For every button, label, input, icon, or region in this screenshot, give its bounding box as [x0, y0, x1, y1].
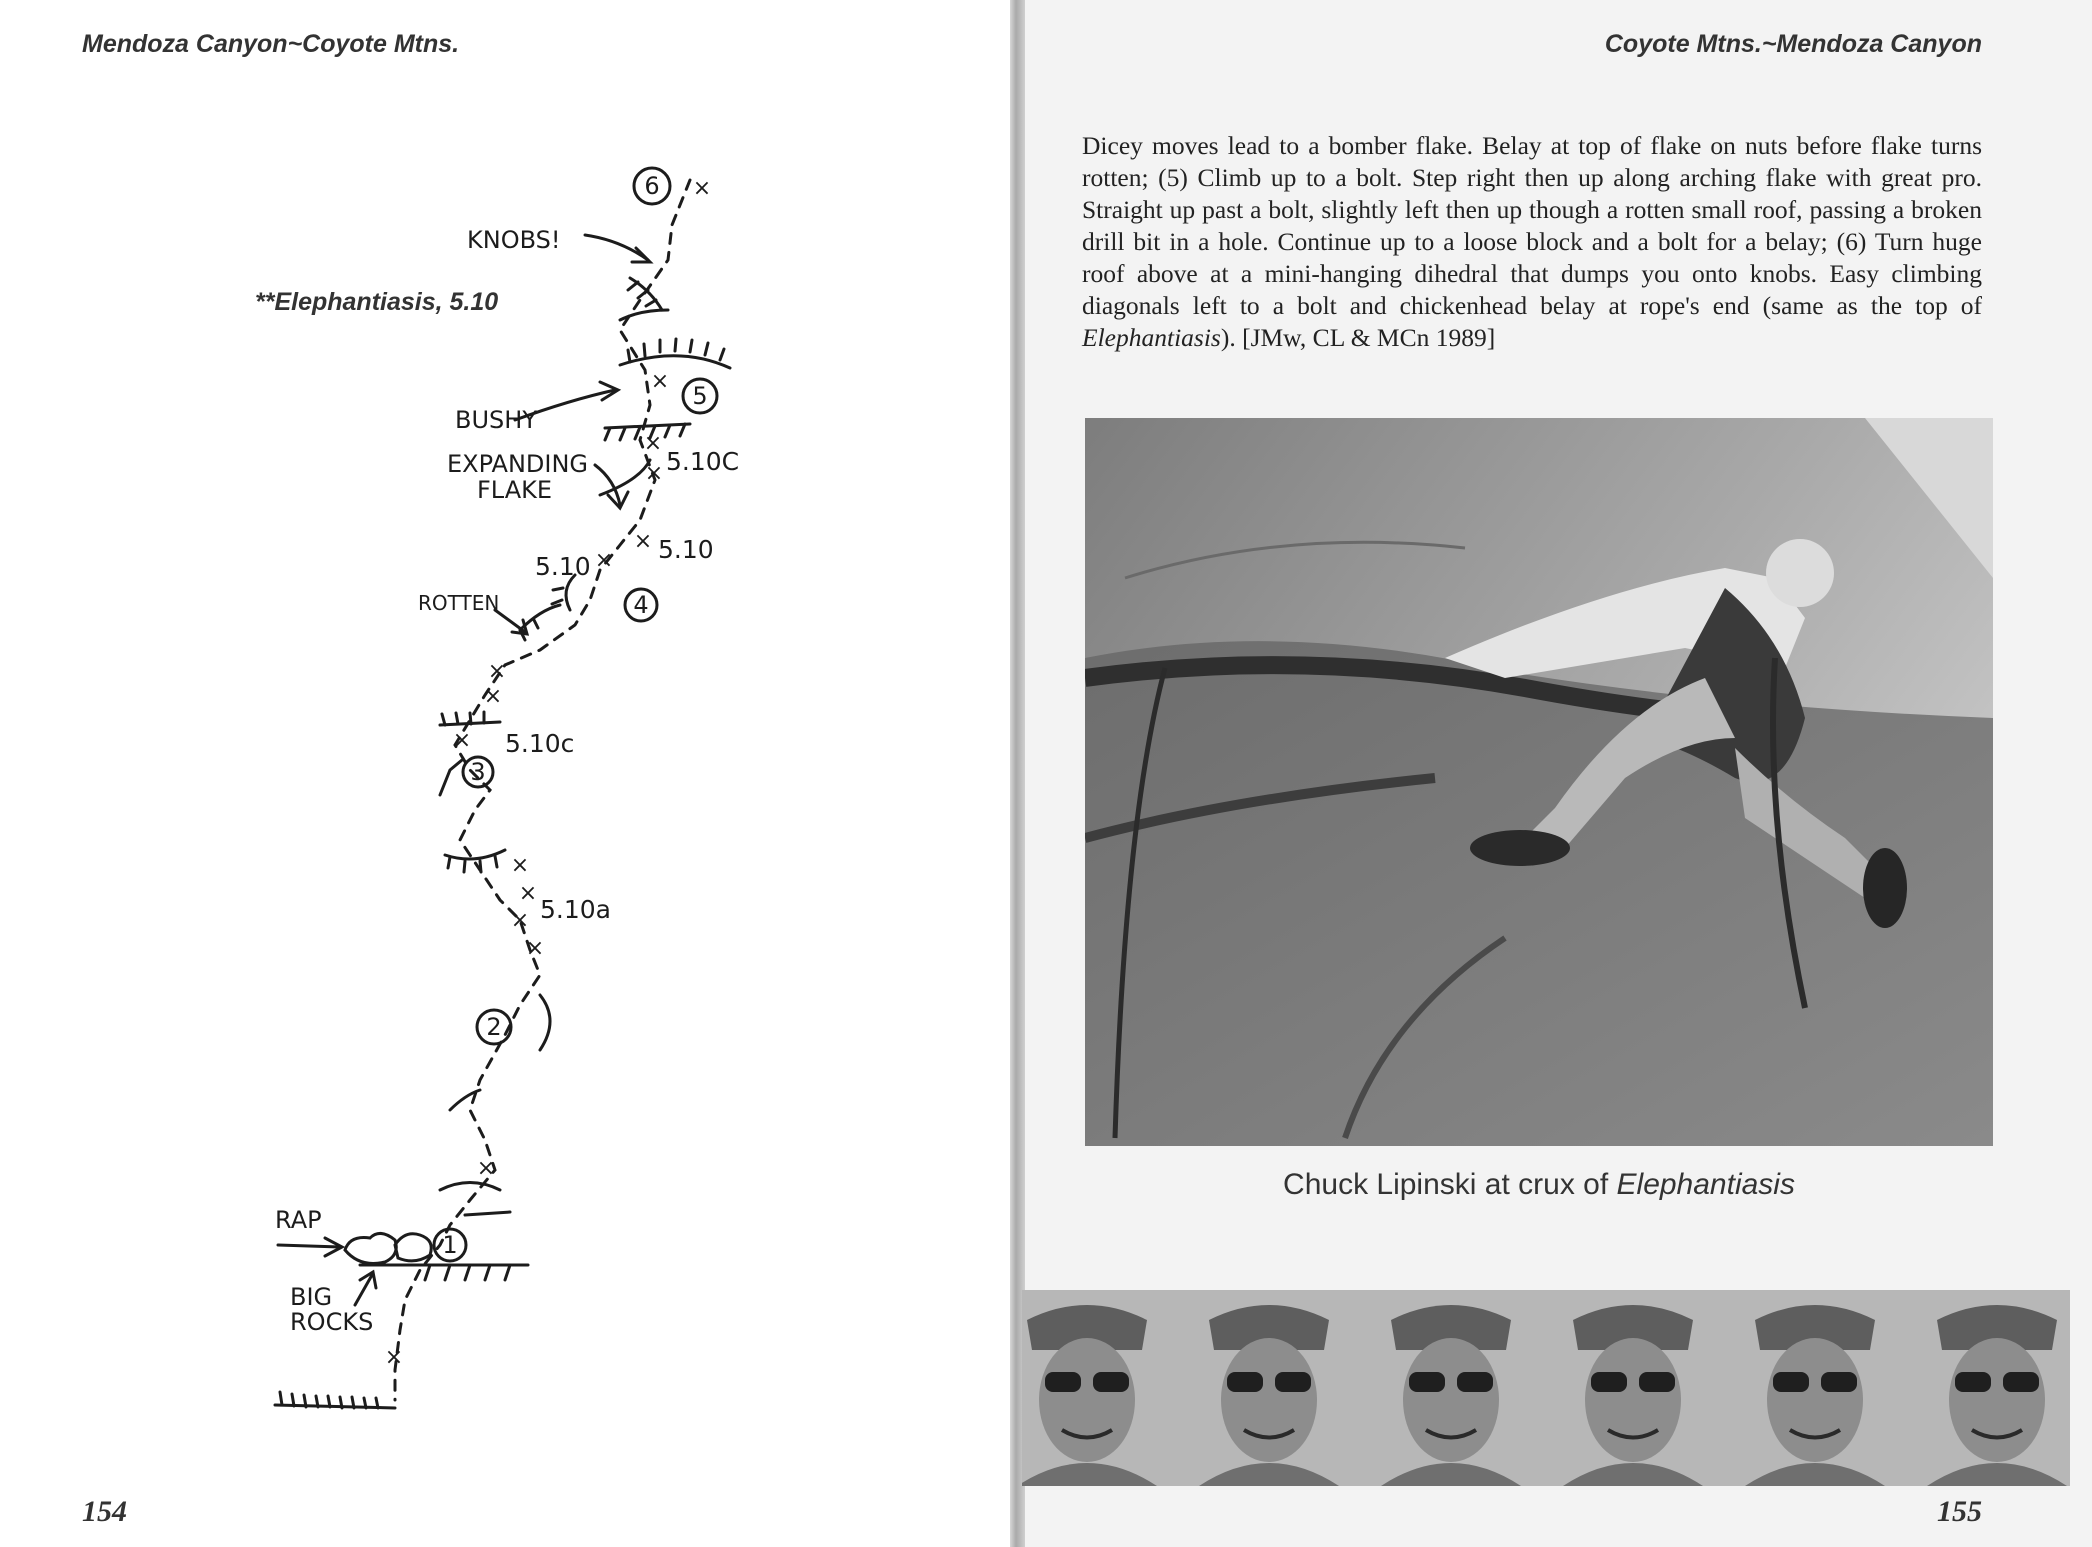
rap-arrow: [278, 1245, 340, 1247]
route-line: [395, 180, 690, 1400]
right-running-head: Coyote Mtns.~Mendoza Canyon: [1604, 30, 1982, 58]
route-title: **Elephantiasis, 5.10: [255, 288, 499, 316]
bolt-marker: ×: [644, 461, 664, 486]
left-page: [0, 0, 1010, 1547]
route-description-credits: ). [JMw, CL & MCn 1989]: [1220, 323, 1496, 352]
flake-arrow: [595, 465, 620, 505]
pitch-number-1: 1: [442, 1231, 458, 1259]
route-topo-drawing: [0, 0, 1010, 1547]
bushy-label: BUSHY: [455, 406, 537, 434]
grade-label: 5.10: [658, 535, 714, 564]
bolt-marker: ×: [476, 1156, 496, 1181]
rotten-label: ROTTEN: [418, 591, 500, 615]
climbing-photo: [1085, 418, 1993, 1146]
big-rocks: [345, 1233, 396, 1263]
bolt-marker: ×: [650, 369, 670, 394]
flake-symbol: [450, 1090, 480, 1110]
left-running-head: Mendoza Canyon~Coyote Mtns.: [82, 30, 460, 58]
bolt-marker: ×: [452, 728, 472, 753]
knobs-arrow: [585, 235, 648, 260]
grade-label: 5.10c: [505, 729, 575, 758]
roof-symbol: [605, 424, 690, 428]
left-page-number: 154: [82, 1495, 127, 1528]
pitch-number-4: 4: [633, 591, 649, 619]
bolt-marker: ×: [633, 529, 653, 554]
pitch-number-6: 6: [644, 172, 660, 200]
bolt-marker: ×: [525, 936, 545, 961]
expanding-label: EXPANDING: [447, 450, 589, 478]
rocks-label: ROCKS: [290, 1308, 374, 1336]
photo-caption-italic: Elephantiasis: [1616, 1168, 1795, 1201]
photo-caption-text: Chuck Lipinski at crux of: [1283, 1168, 1617, 1201]
bolt-marker: ×: [510, 853, 530, 878]
bolt-marker: ×: [692, 176, 712, 201]
pitch-number-3: 3: [470, 758, 486, 786]
route-name-italic: Elephantiasis: [1082, 323, 1221, 352]
roof-symbol: [465, 1212, 510, 1215]
flake-symbol: [440, 760, 462, 795]
bolt-marker: ×: [487, 659, 507, 684]
bolt-marker: ×: [643, 431, 663, 456]
rap-label: RAP: [275, 1206, 322, 1234]
roof-symbol: [440, 1183, 500, 1191]
grade-label: 5.10C: [666, 447, 740, 476]
right-page-number: 155: [1937, 1495, 1982, 1528]
bolt-marker: ×: [510, 908, 530, 933]
route-description: [1082, 130, 1982, 354]
decorative-photo-strip: [1022, 1290, 2070, 1486]
route-description-text: Dicey moves lead to a bomber flake. Belay at top of flake on nuts before flake turns rotten; (5) Climb up to a bolt. Step right then up along arching flake with great pro. Straight up past a bolt, slightly left then up though a rotten small roof, passing a broken drill bit in a hole. Continue up to a loose block and a bolt for a belay; (6) Turn huge roof above at a mini-hanging dihedral that dumps you onto knobs. Easy climbing diagonals left to a bolt and chickenhead belay at rope's end (same as the top of: [1082, 131, 1982, 320]
bolt-marker: ×: [483, 684, 503, 709]
rotten-arrow: [495, 610, 525, 632]
photo-caption: [1085, 1168, 1993, 1202]
pitch-number-5: 5: [692, 382, 708, 410]
bolt-marker: ×: [384, 1345, 404, 1370]
knobs-label: KNOBS!: [467, 226, 561, 254]
grade-label: 5.10: [535, 552, 591, 581]
bolt-marker: ×: [594, 548, 614, 573]
pitch-number-2: 2: [486, 1013, 502, 1041]
bolt-marker: ×: [518, 881, 538, 906]
big-label: BIG: [290, 1283, 333, 1311]
grade-label: 5.10a: [540, 895, 611, 924]
flake-label: FLAKE: [477, 476, 553, 504]
flake-symbol: [540, 995, 550, 1050]
